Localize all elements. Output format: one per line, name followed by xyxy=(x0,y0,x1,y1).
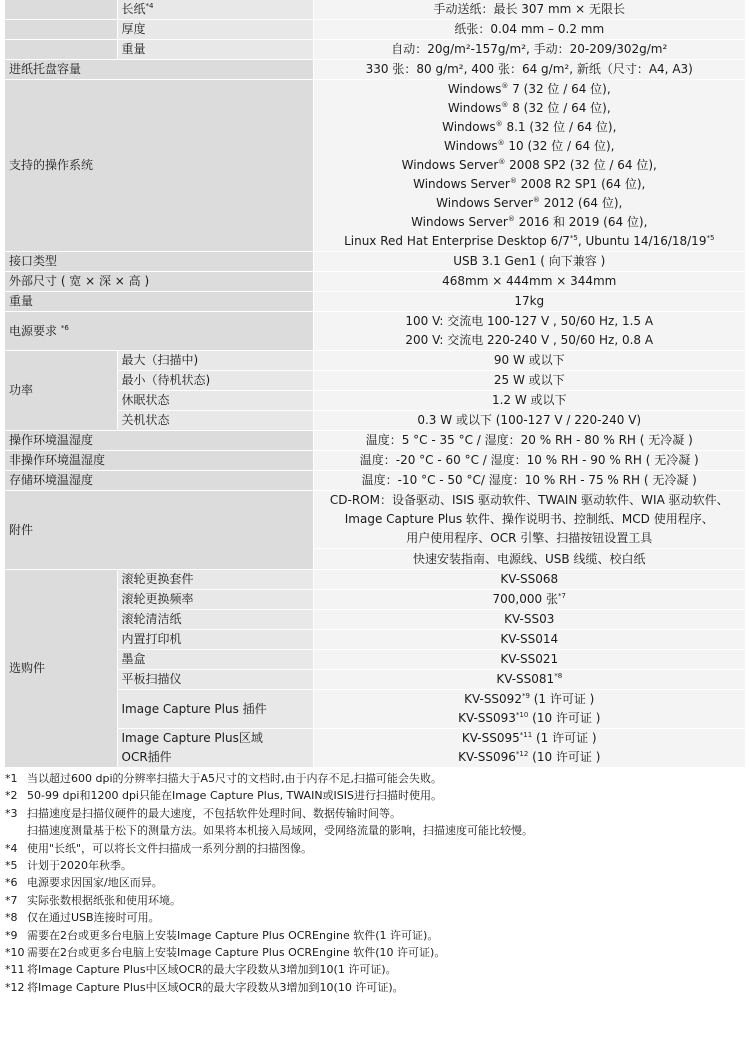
footnote-number: *11 xyxy=(5,963,25,977)
footnote-mark: *4 xyxy=(145,2,154,10)
sub-label: 最大（扫描中) xyxy=(117,351,313,371)
row-power-max xyxy=(5,351,745,371)
footnote xyxy=(5,857,745,874)
sub-label: 滚轮更换频率 xyxy=(117,590,313,610)
row-label: 重量 xyxy=(117,40,313,60)
row-option-roller-kit xyxy=(5,570,745,590)
sub-label: 休眠状态 xyxy=(117,391,313,411)
row-dimensions xyxy=(5,272,745,292)
os-line: Windows Server® 2016 和 2019 (64 位), xyxy=(411,215,648,229)
footnote-number: *7 xyxy=(5,893,18,907)
footnote-text: 扫描速度是扫描仪硬件的最大速度，不包括软件处理时间、数据传输时间等。 xyxy=(27,806,401,820)
row-label: 重量 xyxy=(5,292,313,312)
footnote-text: 将Image Capture Plus中区域OCR的最大字段数从3增加到10(10 许可证)。 xyxy=(27,980,404,994)
license-line: KV-SS095$^{*11}$ (1 许可证 ) xyxy=(461,731,597,745)
row-value: KV-SS068 xyxy=(313,570,745,590)
row-label: 功率 xyxy=(5,351,117,431)
group-cell xyxy=(5,20,117,40)
sub-label: 平板扫描仪 xyxy=(117,670,313,690)
sub-label: Image Capture Plus区域 xyxy=(121,731,263,745)
license-line: KV-SS092$^{*9}$ (1 许可证 ) xyxy=(464,692,595,706)
row-value: 468mm × 444mm × 344mm xyxy=(313,272,745,292)
row-env-operating xyxy=(5,431,745,451)
footnote xyxy=(5,927,745,944)
row-label: 接口类型 xyxy=(5,252,313,272)
os-line-linux: Linux Red Hat Enterprise Desktop 6/7$^{*5}$, Ubuntu 14/16/18/19$^{*5}$ xyxy=(344,234,715,248)
footnote-number xyxy=(5,822,27,839)
row-label: 附件 xyxy=(5,491,313,570)
row-value: 快速安装指南、电源线、USB 线缆、校白纸 xyxy=(313,549,745,570)
row-value: KV-SS081 xyxy=(496,672,555,686)
row-thickness xyxy=(5,20,745,40)
row-value: 温度：-20 °C - 60 °C / 湿度：10 % RH - 90 % RH ( 无冷凝 ) xyxy=(313,451,745,471)
os-line: Windows® 8.1 (32 位 / 64 位), xyxy=(442,120,617,134)
footnote-number: *8 xyxy=(5,911,18,925)
footnote xyxy=(5,787,745,804)
footnote xyxy=(5,805,745,822)
row-weight xyxy=(5,292,745,312)
row-paper-weight xyxy=(5,40,745,60)
row-power-requirement xyxy=(5,312,745,351)
footnote-number: *12 xyxy=(5,980,25,994)
os-line: Windows Server® 2012 (64 位), xyxy=(436,196,623,210)
footnote xyxy=(5,892,745,909)
row-label: 选购件 xyxy=(5,570,117,768)
row-value: KV-SS021 xyxy=(313,650,745,670)
sub-label: 最小（待机状态) xyxy=(117,371,313,391)
os-line: Windows Server® 2008 SP2 (32 位 / 64 位), xyxy=(401,158,657,172)
row-value: 700,000 张 xyxy=(492,592,558,606)
footnote-number: *1 xyxy=(5,772,18,785)
row-label: 存储环境温湿度 xyxy=(5,471,313,491)
footnote-text: 电源要求因国家/地区而异。 xyxy=(27,876,163,890)
row-value: 温度：-10 °C - 50 °C/ 湿度：10 % RH - 75 % RH ( 无冷凝 ) xyxy=(313,471,745,491)
sub-label: OCR插件 xyxy=(121,750,172,764)
footnote-number: *2 xyxy=(5,789,18,803)
footnote-number: *9 xyxy=(5,928,18,942)
os-line: Windows® 10 (32 位 / 64 位), xyxy=(444,139,615,153)
spec-table xyxy=(5,0,745,768)
footnote xyxy=(5,770,745,787)
footnote-text: 50-99 dpi和1200 dpi只能在Image Capture Plus, TWAIN或ISIS进行扫描时使用。 xyxy=(27,789,443,803)
row-value: 纸张：0.04 mm – 0.2 mm xyxy=(313,20,745,40)
sub-label: 内置打印机 xyxy=(117,630,313,650)
footnote xyxy=(5,840,745,857)
sub-label: 滚轮清洁纸 xyxy=(117,610,313,630)
row-label: 外部尺寸 ( 宽 × 深 × 高 ) xyxy=(5,272,313,292)
sub-label: 滚轮更换套件 xyxy=(117,570,313,590)
footnote-text: 需要在2台或更多台电脑上安装Image Capture Plus OCREngine 软件(10 许可证)。 xyxy=(27,946,446,960)
row-value: KV-SS014 xyxy=(313,630,745,650)
license-line: KV-SS093$^{*10}$ (10 许可证 ) xyxy=(458,711,601,725)
footnote xyxy=(5,874,745,891)
footnote-text: 计划于2020年秋季。 xyxy=(27,859,132,873)
footnote-number: *3 xyxy=(5,806,18,820)
sub-label: 关机状态 xyxy=(117,411,313,431)
sub-label: Image Capture Plus 插件 xyxy=(117,690,313,729)
footnote-mark: *8 xyxy=(554,672,563,680)
row-os xyxy=(5,80,745,252)
row-value: 100 V: 交流电 100-127 V , 50/60 Hz, 1.5 A xyxy=(405,314,654,328)
row-value: 手动送纸：最长 307 mm × 无限长 xyxy=(313,0,745,20)
license-line: KV-SS096$^{*12}$ (10 许可证 ) xyxy=(458,750,601,764)
footnote xyxy=(5,979,745,996)
os-line: Windows® 8 (32 位 / 64 位), xyxy=(447,101,611,115)
os-list xyxy=(313,80,745,252)
footnote-text: 使用"长纸"，可以将长文件扫描成一系列分割的扫描图像。 xyxy=(27,841,313,855)
row-label: 厚度 xyxy=(117,20,313,40)
row-value: 90 W 或以下 xyxy=(313,351,745,371)
row-label: 进纸托盘容量 xyxy=(5,60,313,80)
row-value: 0.3 W 或以下 (100-127 V / 220-240 V) xyxy=(313,411,745,431)
footnote xyxy=(5,822,745,839)
row-label: 长纸 xyxy=(121,2,146,16)
row-long-paper xyxy=(5,0,745,20)
row-label: 支持的操作系统 xyxy=(5,80,313,252)
row-value: USB 3.1 Gen1 ( 向下兼容 ) xyxy=(313,252,745,272)
row-env-storage xyxy=(5,471,745,491)
footnote-text: 需要在2台或更多台电脑上安装Image Capture Plus OCREngine 软件(1 许可证)。 xyxy=(27,928,439,942)
os-line: Windows Server® 2008 R2 SP1 (64 位), xyxy=(413,177,646,191)
footnote-number: *4 xyxy=(5,841,18,855)
footnote-text: 当以超过600 dpi的分辨率扫描大于A5尺寸的文档时,由于内存不足,扫描可能会失败。 xyxy=(27,772,443,785)
accessory-line: 用户使用程序、OCR 引擎、扫描按钮设置工具 xyxy=(406,531,653,545)
sub-label: 墨盒 xyxy=(117,650,313,670)
row-value: 温度：5 °C - 35 °C / 湿度：20 % RH - 80 % RH ( 无冷凝 ) xyxy=(313,431,745,451)
row-value: 1.2 W 或以下 xyxy=(313,391,745,411)
footnotes xyxy=(5,770,745,996)
footnote-text: 仅在通过USB连接时可用。 xyxy=(27,911,160,925)
footnote xyxy=(5,961,745,978)
row-interface xyxy=(5,252,745,272)
footnote-number: *6 xyxy=(5,876,18,890)
group-cell xyxy=(5,0,117,20)
row-env-nonoperating xyxy=(5,451,745,471)
row-value: 自动：20g/m²-157g/m², 手动：20-209/302g/m² xyxy=(313,40,745,60)
footnote-number: *5 xyxy=(5,859,18,873)
footnote xyxy=(5,909,745,926)
row-value: 330 张：80 g/m², 400 张：64 g/m², 新纸（尺寸：A4, A3) xyxy=(313,60,745,80)
footnote-mark: *7 xyxy=(557,592,566,600)
group-cell xyxy=(5,40,117,60)
row-label: 电源要求 xyxy=(9,323,58,338)
footnote-number: *10 xyxy=(5,946,25,960)
footnote xyxy=(5,944,745,961)
row-value: 25 W 或以下 xyxy=(313,371,745,391)
row-label: 非操作环境温湿度 xyxy=(5,451,313,471)
footnote-text: 将Image Capture Plus中区域OCR的最大字段数从3增加到10(1 许可证)。 xyxy=(27,963,397,977)
row-value: 17kg xyxy=(313,292,745,312)
footnote-text: 实际张数根据纸张和使用环境。 xyxy=(27,893,181,907)
accessory-line: CD-ROM：设备驱动、ISIS 驱动软件、TWAIN 驱动软件、WIA 驱动软件、 xyxy=(329,493,729,507)
footnote-mark: *6 xyxy=(60,323,69,332)
row-tray-capacity xyxy=(5,60,745,80)
os-line: Windows® 7 (32 位 / 64 位), xyxy=(447,82,611,96)
footnote-text: 扫描速度测量基于松下的测量方法。如果将本机接入局域网，受网络流量的影响，扫描速度可能比较慢。 xyxy=(27,824,533,838)
row-value: KV-SS03 xyxy=(313,610,745,630)
row-accessories-cd xyxy=(5,491,745,549)
accessory-line: Image Capture Plus 软件、操作说明书、控制纸、MCD 使用程序、 xyxy=(344,512,714,526)
row-value: 200 V: 交流电 220-240 V , 50/60 Hz, 0.8 A xyxy=(405,333,654,347)
row-label: 操作环境温湿度 xyxy=(5,431,313,451)
